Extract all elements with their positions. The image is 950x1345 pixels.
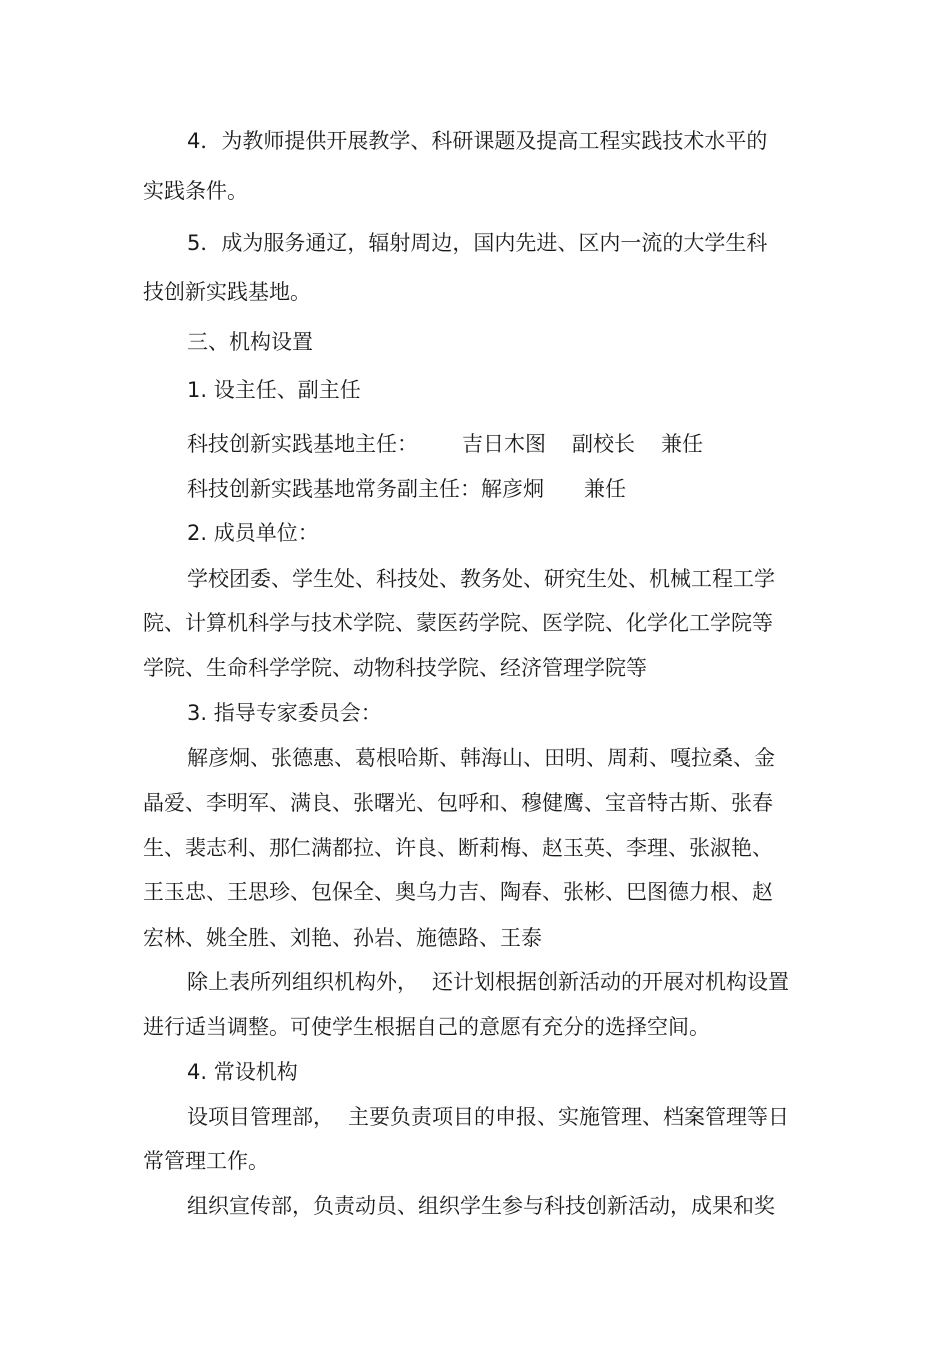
adjust-line-1-part-b: 还计划根据创新活动的开展对机构设置 <box>432 970 789 994</box>
members-line-1: 学校团委、学生处、科技处、教务处、研究生处、机械工程工学 <box>187 567 775 591</box>
publicity-line-1: 组织宣传部，负责动员、组织学生参与科技创新活动，成果和奖 <box>187 1194 775 1218</box>
director-note: 兼任 <box>661 432 703 456</box>
item-4-line-2: 实践条件。 <box>143 179 248 203</box>
sub-1-heading: 1. 设主任、副主任 <box>187 378 361 402</box>
deputy-director-role: 科技创新实践基地常务副主任： <box>187 477 481 501</box>
project-line-1 <box>187 1103 793 1131</box>
item-5-line-2: 技创新实践基地。 <box>143 280 311 304</box>
project-line-1-part-b: 主要负责项目的申报、实施管理、档案管理等日 <box>348 1105 789 1129</box>
section-3-heading: 三、机构设置 <box>187 330 313 354</box>
director-position: 副校长 <box>572 432 635 456</box>
deputy-director-note: 兼任 <box>584 477 626 501</box>
experts-line-2: 晶爱、李明军、满良、张曙光、包呼和、穆健鹰、宝音特古斯、张春 <box>143 791 773 815</box>
item-5-line-1: 5．成为服务通辽，辐射周边，国内先进、区内一流的大学生科 <box>187 231 768 255</box>
adjust-line-2: 进行适当调整。可使学生根据自己的意愿有充分的选择空间。 <box>143 1015 710 1039</box>
members-line-3: 学院、生命科学学院、动物科技学院、经济管理学院等 <box>143 656 647 680</box>
experts-line-1: 解彦炯、张德惠、葛根哈斯、韩海山、田明、周莉、嘎拉桑、金 <box>187 746 775 770</box>
experts-line-5: 宏林、姚全胜、刘艳、孙岩、施德路、王泰 <box>143 926 542 950</box>
project-line-2: 常管理工作。 <box>143 1149 269 1173</box>
director-role: 科技创新实践基地主任： <box>187 432 418 456</box>
project-line-1-part-a: 设项目管理部， <box>187 1105 334 1129</box>
sub-2-heading: 2. 成员单位： <box>187 521 319 545</box>
item-4-line-1: 4．为教师提供开展教学、科研课题及提高工程实践技术水平的 <box>187 129 768 153</box>
deputy-director-line <box>187 475 793 503</box>
adjust-line-1 <box>187 968 793 996</box>
sub-3-heading: 3. 指导专家委员会： <box>187 701 382 725</box>
director-line <box>187 430 793 458</box>
director-name: 吉日木图 <box>462 432 546 456</box>
deputy-director-name: 解彦炯 <box>481 477 544 501</box>
sub-4-heading: 4. 常设机构 <box>187 1060 298 1084</box>
experts-line-4: 王玉忠、王思珍、包保全、奥乌力吉、陶春、张彬、巴图德力根、赵 <box>143 880 773 904</box>
adjust-line-1-part-a: 除上表所列组织机构外， <box>187 970 418 994</box>
experts-line-3: 生、裴志利、那仁满都拉、许良、断莉梅、赵玉英、李理、张淑艳、 <box>143 836 773 860</box>
members-line-2: 院、计算机科学与技术学院、蒙医药学院、医学院、化学化工学院等 <box>143 611 773 635</box>
